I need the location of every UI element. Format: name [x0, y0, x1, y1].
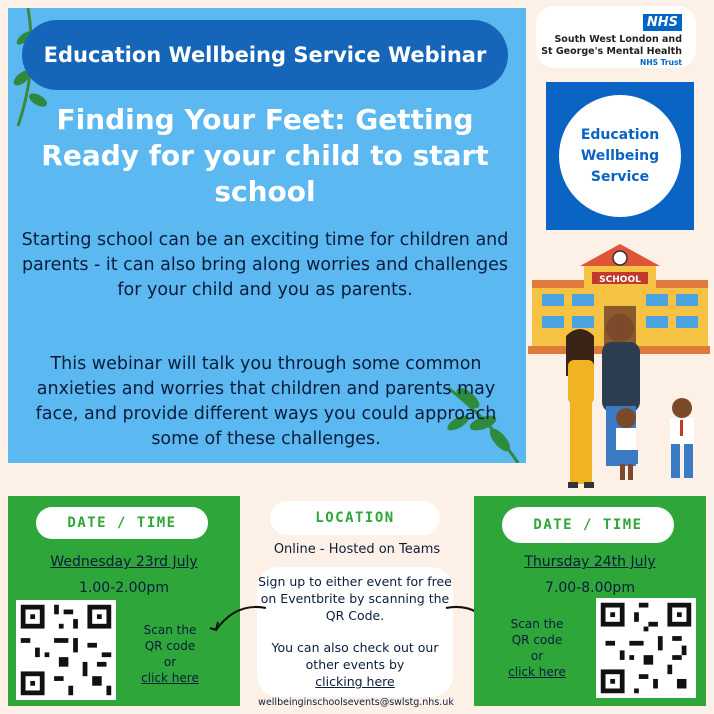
event-1-time: 1.00-2.00pm — [79, 580, 169, 596]
contact-email[interactable]: wellbeinginschoolsevents@swlstg.nhs.uk — [258, 697, 454, 708]
family-school-illustration — [528, 236, 710, 494]
event-2-date: Thursday 24th July — [524, 554, 656, 570]
service-logo-line1: Education — [580, 126, 660, 143]
event-1-scan-line2: QR code — [144, 639, 196, 653]
event-2-scan-line2: QR code — [511, 633, 563, 647]
signup-text: Sign up to either event for free on Eventbrite by scanning the QR Code. — [258, 574, 452, 623]
event-2-qr-code[interactable] — [596, 598, 696, 698]
event-1-scan-line1: Scan the — [143, 623, 197, 637]
event-2-heading: DATE / TIME — [502, 507, 674, 543]
nhs-trust-name-line2: St George's Mental Health — [541, 46, 682, 57]
boy-icon — [672, 398, 692, 418]
service-logo-circle — [559, 95, 681, 217]
nhs-trust-label: NHS Trust — [640, 58, 682, 67]
other-events-label: You can also check out our other events by — [271, 640, 439, 672]
event-1-scan-line3: or — [163, 655, 177, 669]
nhs-trust-name-line1: South West London and — [554, 34, 682, 45]
event-1-heading: DATE / TIME — [36, 507, 208, 539]
nhs-trust-logo — [536, 6, 696, 68]
location-venue: Online - Hosted on Teams — [273, 542, 441, 557]
arrow-left-icon — [206, 600, 270, 640]
location-heading: LOCATION — [270, 501, 440, 535]
intro-paragraph: Starting school can be an exciting time for children and parents - it can also bring along worries and challenges for your child and you as parents. — [21, 230, 509, 300]
school-sign-text: SCHOOL — [599, 275, 641, 285]
page-headline: Finding Your Feet: Getting Ready for your child to start school — [41, 103, 489, 208]
other-events-link[interactable]: clicking here — [315, 674, 395, 689]
details-paragraph: This webinar will talk you through some common anxieties and worries that children and parents may face, and provide different ways you could approach some of these challenges. — [35, 354, 497, 449]
signup-info-box — [257, 567, 453, 697]
clock-icon — [613, 251, 627, 265]
event-1-date: Wednesday 23rd July — [50, 554, 198, 570]
service-logo-line2: Wellbeing — [580, 147, 660, 164]
event-2-click-here-link[interactable]: click here — [508, 665, 566, 679]
event-2-scan-instruction — [498, 616, 576, 680]
girl-icon — [616, 408, 636, 428]
event-2-time: 7.00-8.00pm — [545, 580, 635, 596]
other-events-text — [257, 639, 453, 690]
service-logo — [546, 82, 694, 230]
event-2-scan-line3: or — [530, 649, 544, 663]
webinar-title: Education Wellbeing Service Webinar — [22, 20, 508, 90]
event-1-scan-instruction — [130, 622, 210, 686]
event-2-scan-line1: Scan the — [510, 617, 564, 631]
service-logo-line3: Service — [590, 168, 650, 185]
nhs-badge: NHS — [643, 14, 682, 31]
event-1-qr-code[interactable] — [16, 600, 116, 700]
father-icon — [606, 314, 634, 342]
event-1-click-here-link[interactable]: click here — [141, 671, 199, 685]
